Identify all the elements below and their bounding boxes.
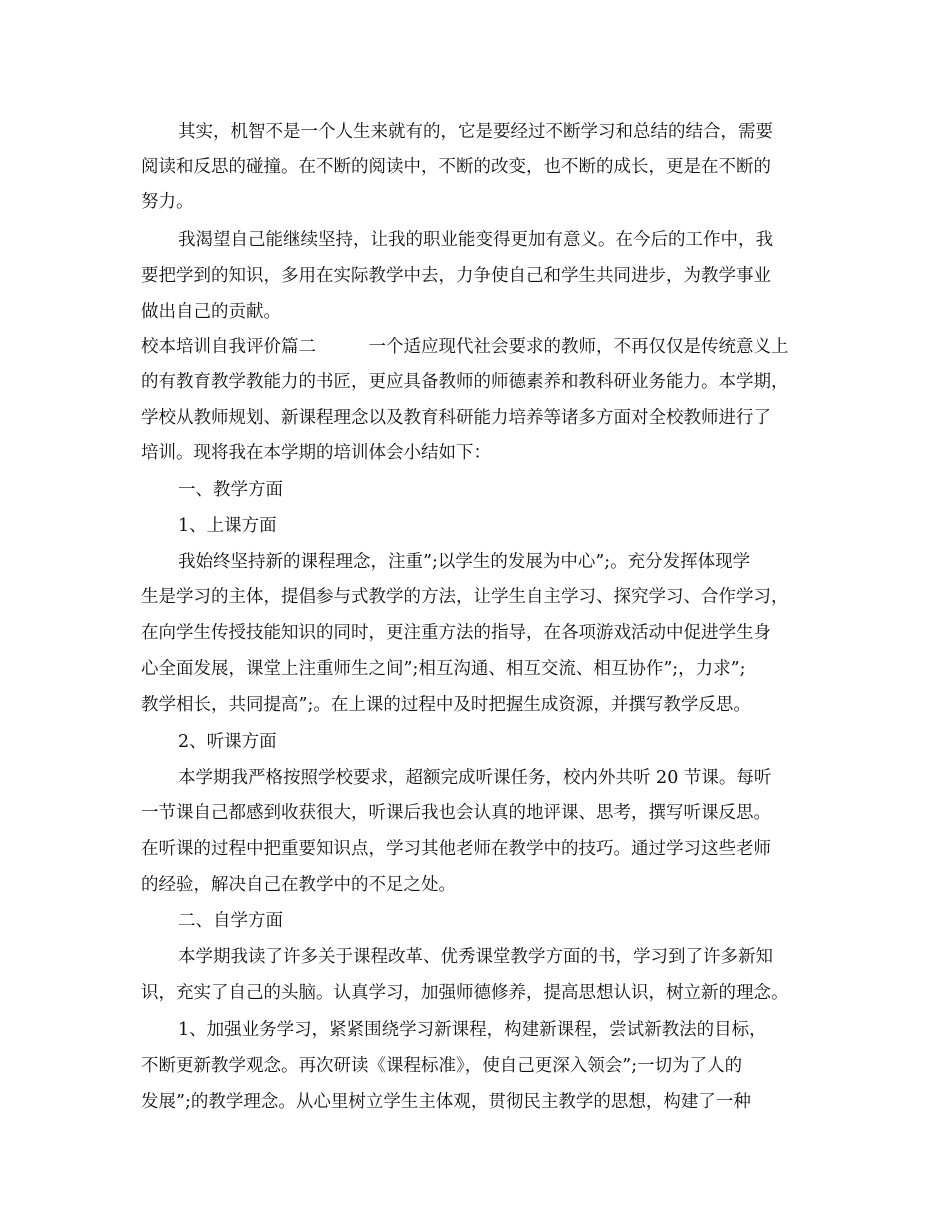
text-line: 一节课自己都感到收获很大，听课后我也会认真的地评课、思考，撰写听课反思。: [141, 803, 771, 823]
text-line: 要把学到的知识，多用在实际教学中去，力争使自己和学生共同进步，为教学事业: [141, 266, 771, 286]
text-line: 生是学习的主体，提倡参与式教学的方法，让学生自主学习、探究学习、合作学习，: [141, 587, 789, 607]
section-heading-line: 校本培训自我评价篇二 一个适应现代社会要求的教师，不再仅仅是传统意义上: [141, 337, 789, 357]
text-line: 教学相长，共同提高”;。在上课的过程中及时把握生成资源，并撰写教学反思。: [141, 695, 751, 715]
text-line: 其实，机智不是一个人生来就有的，它是要经过不断学习和总结的结合，需要: [178, 122, 773, 142]
text-line: 我渴望自己能继续坚持，让我的职业能变得更加有意义。在今后的工作中，我: [178, 230, 773, 250]
text-line: 本学期我严格按照学校要求，超额完成听课任务，校内外共听 20 节课。每听: [178, 768, 772, 788]
text-line: 努力。: [141, 192, 194, 212]
text-line: 识，充实了自己的头脑。认真学习，加强师德修养，提高思想认识，树立新的理念。: [141, 983, 789, 1003]
text-line: 学校从教师规划、新课程理念以及教育科研能力培养等诸多方面对全校教师进行了: [141, 408, 771, 428]
text-line: 阅读和反思的碰撞。在不断的阅读中，不断的改变，也不断的成长，更是在不断的: [141, 157, 771, 177]
text-line: 1、加强业务学习，紧紧围绕学习新课程，构建新课程，尝试新教法的目标，: [178, 1020, 767, 1040]
text-line: 培训。现将我在本学期的培训体会小结如下：: [141, 443, 491, 463]
text-line: 的有教育教学教能力的书匠，更应具备教师的师德素养和教科研业务能力。本学期，: [141, 372, 789, 392]
subheading: 二、自学方面: [178, 911, 283, 931]
text-line: 在向学生传授技能知识的同时，更注重方法的指导，在各项游戏活动中促进学生身: [141, 623, 771, 643]
text-line: 我始终坚持新的课程理念，注重”;以学生的发展为中心”;。充分发挥体现学: [178, 552, 751, 572]
text-line: 的经验，解决自己在教学中的不足之处。: [141, 875, 456, 895]
text-line: 不断更新教学观念。再次研读《课程标准》，使自己更深入领会”;一切为了人的: [141, 1056, 743, 1076]
text-line: 在听课的过程中把重要知识点，学习其他老师在教学中的技巧。通过学习这些老师: [141, 839, 771, 859]
text-line: 发展”;的教学理念。从心里树立学生主体观，贯彻民主教学的思想，构建了一种: [141, 1092, 751, 1112]
text-line: 做出自己的贡献。: [141, 302, 281, 322]
subheading: 一、教学方面: [178, 480, 283, 500]
subheading: 1、上课方面: [178, 516, 277, 536]
text-line: 心全面发展，课堂上注重师生之间”;相互沟通、相互交流、相互协作”;，力求”;: [141, 659, 746, 679]
text-line: 本学期我读了许多关于课程改革、优秀课堂教学方面的书，学习到了许多新知: [178, 947, 773, 967]
subheading: 2、听课方面: [178, 732, 277, 752]
